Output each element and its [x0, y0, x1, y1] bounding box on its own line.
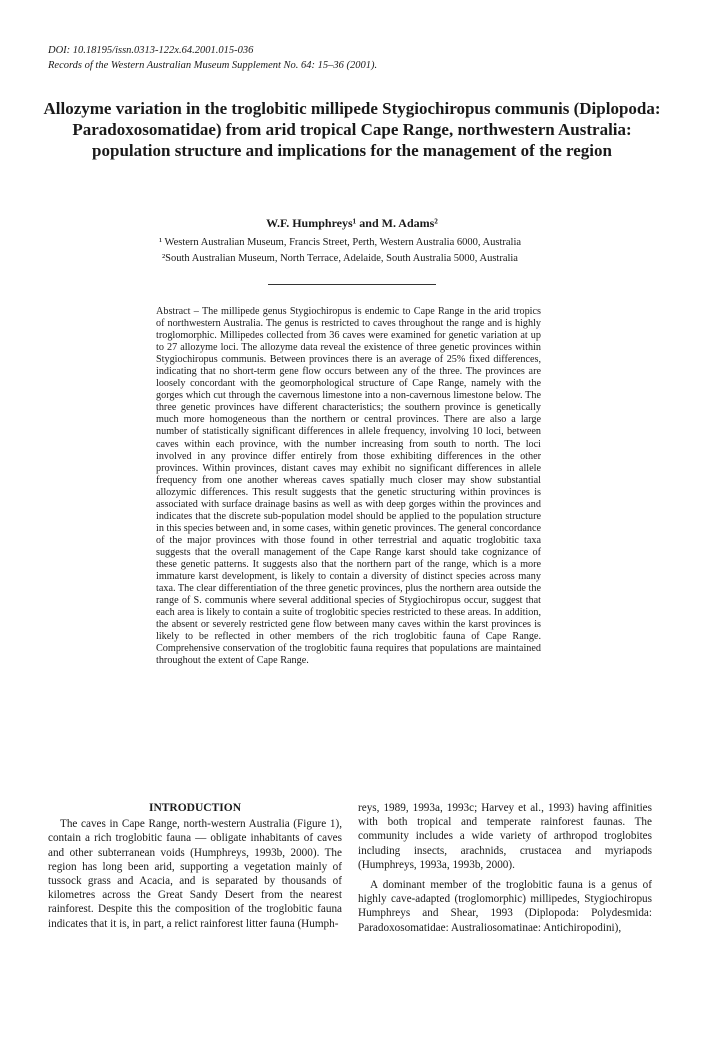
introduction-heading: INTRODUCTION — [148, 802, 241, 814]
affiliation-1: ¹ Western Australian Museum, Francis Street, Perth, Western Australia 6000, Australia — [158, 237, 522, 248]
intro-paragraph-1-cont: reys, 1989, 1993a, 1993c; Harvey et al., 1993) having affinities with both tropical and temperate rainforest faunas. The community includes a wide variety of arthropod troglobites including insects, arachnids, crustacea and myriapods (Humphreys, 1993a, 1993b, 2000). — [358, 802, 652, 871]
author-line: W.F. Humphreys¹ and M. Adams² — [266, 216, 438, 230]
separator-rule — [268, 284, 436, 285]
paper-title: Allozyme variation in the troglobitic millipede Stygiochiropus communis (Diplopoda: Paradoxosomatidae) from arid tropical Cape Range, northwestern Australia: population structure and implications for the management of the region — [43, 99, 661, 160]
abstract: Abstract – The millipede genus Stygiochiropus is endemic to Cape Range in the arid tropics of northwestern Australia. The genus is restricted to caves throughout the range and is highly troglomorphic. Millipedes collected from 36 caves were examined for genetic variation at up to 27 allozyme loci. The allozyme data reveal the existence of three genetic provinces within Stygiochiropus communis. Between provinces there is an average of 25% fixed differences, indicating that no short-term gene flow occurs between any of the three. The provinces are loosely concordant with the geomorphological structure of Cape Range, namely with the gorges which cut through the cavernous limestone into a non-cavernous limestone below. The three genetic provinces have different characteristics; the southern province is genetically much more homogeneous than the northern or central provinces. There are also a large number of statistically significant differences in allele frequency, involving 10 loci, between caves within each province, with the number increasing from south to north. The loci involved in any province differ entirely from those exhibiting differences in the other provinces. Within provinces, distant caves may exhibit no significant differences in allele frequency from one another whereas caves spatially much closer may show substantial allozymic differences. This result suggests that the genetic structuring within provinces is associated with surface drainage basins as well as with deep gorges within the provinces and indicates that the discrete sub-population model should be applied to the population structure in this species between and, in some cases, within genetic provinces. The general concordance of the major provinces with those found in other terrestrial and aquatic troglobitic taxa suggests that the overall management of the Cape Range karst should take cognizance of these genetic patterns. It suggests also that the northern part of the range, which is a more immature karst development, is likely to contain a diversity of distinct species across many taxa. The clear differentiation of the three genetic provinces, plus the northern area outside the range of S. communis where several additional species of Stygiochiropus occur, suggest that each area is likely to contain a suite of troglobitic species restricted to these areas. In addition, the absent or severely restricted gene flow between many caves within the karst provinces is likely to be reflected in other members of the rich troglobitic fauna of Cape Range. Comprehensive conservation of the troglobitic fauna requires that populations are maintained throughout the extent of Cape Range. — [156, 306, 541, 667]
left-column — [48, 801, 342, 931]
intro-paragraph-1: The caves in Cape Range, north-western Australia (Figure 1), contain a rich troglobitic fauna — obligate inhabitants of caves and other subterranean voids (Humphreys, 1993b, 2000). The region has long been arid, supporting a vegetation mainly of tussock grass and Acacia, and is separated by thousands of kilometres across the Great Sandy Desert from the nearest rainforest. Despite this the composition of the troglobitic fauna indicates that it is, in part, a relict rainforest litter fauna (Humph- — [48, 818, 342, 930]
doi-line: DOI: 10.18195/issn.0313-122x.64.2001.015-036 — [48, 45, 254, 56]
affiliation-2: ²South Australian Museum, North Terrace, Adelaide, South Australia 5000, Australia — [162, 253, 518, 264]
journal-citation: Records of the Western Australian Museum Supplement No. 64: 15–36 (2001). — [48, 60, 378, 71]
right-column — [358, 801, 652, 935]
intro-paragraph-2: A dominant member of the troglobitic fauna is a genus of highly cave-adapted (troglomorphic) millipedes, Stygiochiropus Humphreys and Shear, 1993 (Diplopoda: Polydesmida: Paradoxosomatidae: Australiosomatinae: Antichiropodini), — [358, 879, 652, 934]
